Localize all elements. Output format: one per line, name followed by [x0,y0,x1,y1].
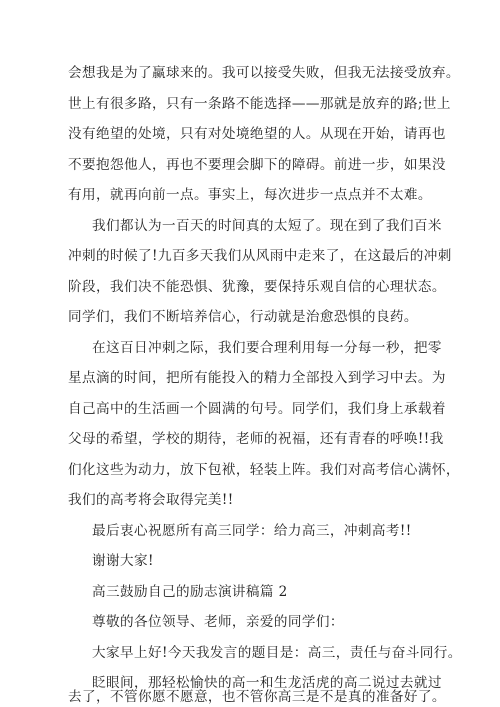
text-line-16: 最后衷心祝愿所有高三同学：给力高三，冲刺高考!! [92,523,412,539]
text-line-4: 不要抱怨他人，再也不要理会脚下的障碍。前进一步，如果没 [68,157,446,173]
text-line-21: 眨眼间，那轻松愉快的高一和生龙活虎的高二说过去就过 [92,675,442,691]
text-line-17: 谢谢大家! [92,553,154,569]
text-line-11: 星点滴的时间，把所有能投入的精力全部投入到学习中去。为 [68,370,446,386]
section-heading: 高三鼓励自己的励志演讲稿篇 2 [92,584,288,600]
text-line-12: 自己高中的生活画一个圆满的句号。同学们，我们身上承载着 [68,401,446,417]
text-line-14: 们化这些为动力，放下包袱，轻装上阵。我们对高考信心满怀， [68,462,460,478]
text-line-15: 我们的高考将会取得完美!! [68,492,234,508]
text-line-19: 尊敬的各位领导、老师，亲爱的同学们： [92,614,344,630]
text-line-22: 去了，不管你愿不愿意，也不管你高三是不是真的准备好了。 [68,689,446,705]
text-line-10: 在这百日冲刺之际，我们要合理利用每一分每一秒，把零 [92,340,442,356]
text-line-3: 没有绝望的处境，只有对处境绝望的人。从现在开始，请再也 [68,126,446,142]
text-line-13: 父母的希望，学校的期待，老师的祝福，还有青春的呼唤!!我 [68,431,444,447]
text-line-7: 冲刺的时候了!九百多天我们从风雨中走来了，在这最后的冲刺 [68,248,452,264]
text-line-6: 我们都认为一百天的时间真的太短了。现在到了我们百米 [92,218,442,234]
text-line-1: 会想我是为了赢球来的。我可以接受失败，但我无法接受放弃。 [68,65,460,81]
text-line-5: 有用，就再向前一点。事实上，每次进步一点点并不太难。 [68,187,432,203]
text-line-20: 大家早上好!今天我发言的题目是：高三，责任与奋斗同行。 [92,645,462,661]
text-line-9: 同学们，我们不断培养信心，行动就是治愈恐惧的良药。 [68,309,418,325]
text-line-2: 世上有很多路，只有一条路不能选择——那就是放弃的路;世上 [68,96,451,112]
text-line-8: 阶段，我们决不能恐惧、犹豫，要保持乐观自信的心理状态。 [68,279,446,295]
